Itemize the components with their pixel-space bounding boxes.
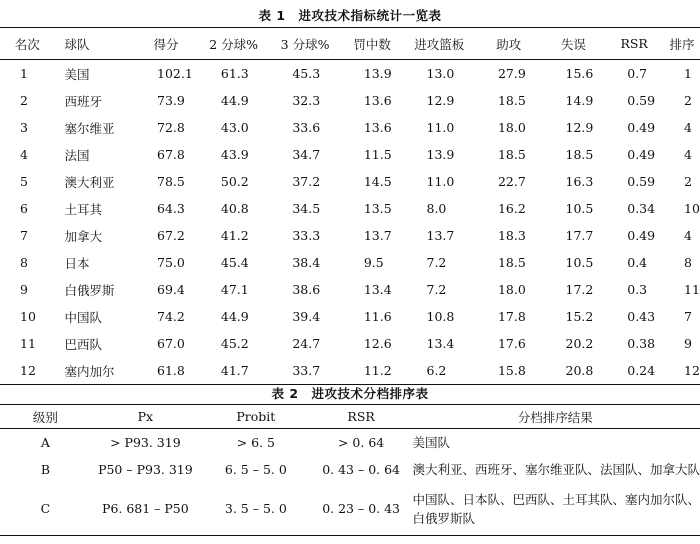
table-cell: 11.5	[363, 147, 392, 162]
col-header-assists: 助攻	[475, 28, 543, 60]
table2-caption: 表 2 进攻技术分档排序表	[271, 386, 429, 401]
table-cell: 9	[684, 336, 692, 351]
table-cell: 43.0	[220, 120, 249, 135]
table-cell: 12	[20, 363, 36, 378]
table-cell: 40.8	[220, 201, 249, 216]
table-cell: 0.38	[627, 336, 656, 351]
table-cell: 0.34	[627, 201, 656, 216]
table-cell: 18.5	[497, 255, 526, 270]
table-cell: 20.2	[565, 336, 594, 351]
table2-header-row	[0, 405, 700, 429]
table-row	[0, 249, 700, 276]
table-cell: 33.7	[292, 363, 321, 378]
table-cell: 4	[684, 228, 692, 243]
col-header-team: 球队	[55, 28, 135, 60]
table-cell: 14.9	[565, 93, 594, 108]
table-cell: 3. 5 – 5. 0	[224, 501, 287, 516]
table-row	[0, 429, 700, 457]
table-cell: C	[40, 501, 51, 516]
table-cell: 75.0	[157, 255, 185, 270]
table-cell: 78.5	[157, 174, 185, 189]
table-cell: 4	[684, 120, 692, 135]
table-cell: 34.5	[292, 201, 321, 216]
table1-caption: 表 1 进攻技术指标统计一览表	[258, 8, 442, 23]
table-cell: 6. 5 – 5. 0	[224, 461, 287, 477]
table-row	[0, 276, 700, 303]
col-header-result: 分档排序结果	[410, 405, 700, 429]
table-cell: 13.4	[363, 282, 392, 297]
table-cell: 34.7	[292, 147, 321, 162]
table-cell: 7	[684, 309, 692, 324]
table-cell: 102.1	[157, 66, 193, 81]
col-header-free-throws: 罚中数	[341, 28, 404, 60]
table-cell: 17.7	[565, 228, 594, 243]
result-cell: 中国队、日本队、巴西队、土耳其队、塞内加尔队、白俄罗斯队	[412, 491, 700, 526]
table-cell: 法国	[64, 147, 90, 163]
table-cell: 6	[20, 201, 28, 216]
table-cell: 18.3	[497, 228, 526, 243]
table-cell: 0. 23 – 0. 43	[322, 501, 400, 516]
table-cell: 巴西队	[64, 336, 103, 352]
table-row	[0, 482, 700, 536]
table-cell: 41.2	[220, 228, 249, 243]
table-cell: 澳大利亚	[64, 174, 115, 190]
table-cell: 44.9	[220, 309, 249, 324]
table-cell: 10	[684, 201, 700, 216]
table-cell: P6. 681 – P50	[102, 501, 189, 516]
table-cell: 18.5	[565, 147, 594, 162]
table-cell: 45.2	[220, 336, 249, 351]
table-cell: 1	[684, 66, 692, 81]
table-cell: 72.8	[157, 120, 185, 135]
table-cell: 18.0	[497, 120, 526, 135]
table-cell: 塞内加尔	[64, 363, 115, 379]
table-cell: 0.59	[627, 174, 656, 189]
table-cell: P50 – P93. 319	[98, 461, 193, 477]
table-row	[0, 87, 700, 114]
table-cell: 37.2	[292, 174, 321, 189]
table-cell: 47.1	[220, 282, 249, 297]
result-cell: 澳大利亚、西班牙、塞尔维亚队、法国队、加拿大队	[412, 461, 700, 477]
table-cell: 日本	[64, 255, 90, 271]
table-cell: 7.2	[426, 282, 447, 297]
table-cell: 13.9	[426, 147, 455, 162]
table-cell: 美国	[64, 66, 90, 82]
table-row	[0, 195, 700, 222]
table-cell: 43.9	[220, 147, 249, 162]
table-cell: 0.7	[627, 66, 648, 81]
table-cell: 3	[20, 120, 28, 135]
table-cell: 12	[684, 363, 700, 378]
col-header-order: 排序	[664, 28, 700, 60]
table-cell: 12.9	[426, 93, 455, 108]
table-cell: 11	[684, 282, 700, 297]
table-cell: 39.4	[292, 309, 321, 324]
table-cell: 44.9	[220, 93, 249, 108]
table-cell: 18.5	[497, 93, 526, 108]
table-row	[0, 222, 700, 249]
table-cell: 17.8	[497, 309, 526, 324]
table-cell: 13.7	[363, 228, 392, 243]
table-cell: 45.4	[220, 255, 249, 270]
table-cell: 11.0	[426, 120, 455, 135]
table-cell: 11	[20, 336, 36, 351]
table-cell: 塞尔维亚	[64, 120, 115, 136]
table-cell: > 6. 5	[236, 435, 275, 450]
table-cell: 41.7	[220, 363, 249, 378]
table-cell: 10.5	[565, 201, 594, 216]
table-row	[0, 114, 700, 141]
table-cell: > 0. 64	[337, 435, 385, 450]
table-cell: 32.3	[292, 93, 321, 108]
table-cell: 38.4	[292, 255, 321, 270]
table-cell: 9	[20, 282, 28, 297]
table-cell: 土耳其	[64, 201, 103, 217]
col-header-2pt-pct: 2 分球%	[198, 28, 269, 60]
table-cell: 18.0	[497, 282, 526, 297]
table-cell: 18.5	[497, 147, 526, 162]
table-cell: 61.8	[157, 363, 185, 378]
table-cell: 1	[20, 66, 28, 81]
table-cell: 0.24	[627, 363, 656, 378]
table-cell: 11.0	[426, 174, 455, 189]
col-header-px: Px	[91, 405, 200, 429]
result-cell: 美国队	[412, 435, 450, 450]
table-cell: 2	[684, 174, 692, 189]
col-header-rsr: RSR	[604, 28, 664, 60]
table-cell: 13.6	[363, 120, 392, 135]
table-cell: 13.0	[426, 66, 455, 81]
table-cell: 4	[20, 147, 28, 162]
table-cell: 22.7	[497, 174, 526, 189]
table-cell: 13.9	[363, 66, 392, 81]
table-cell: 13.7	[426, 228, 455, 243]
table-cell: 15.8	[497, 363, 526, 378]
table-cell: 2	[20, 93, 28, 108]
table-cell: 0.49	[627, 147, 656, 162]
table-cell: 15.2	[565, 309, 594, 324]
table-cell: 0.3	[627, 282, 648, 297]
table-row	[0, 357, 700, 385]
col-header-off-rebounds: 进攻篮板	[404, 28, 475, 60]
col-header-turnovers: 失误	[543, 28, 605, 60]
table-cell: 11.6	[363, 309, 392, 324]
table-cell: 2	[684, 93, 692, 108]
table-cell: 0.49	[627, 120, 656, 135]
col-header-rank: 名次	[0, 28, 55, 60]
table-cell: 17.2	[565, 282, 594, 297]
table1-header-row	[0, 28, 700, 60]
table-cell: 10	[20, 309, 36, 324]
col-header-rsr2: RSR	[312, 405, 411, 429]
table-cell: 9.5	[363, 255, 384, 270]
table-cell: 中国队	[64, 309, 103, 325]
table-row	[0, 168, 700, 195]
table-row	[0, 330, 700, 357]
table-cell: 西班牙	[64, 93, 103, 109]
table-cell: 0.4	[627, 255, 648, 270]
table-row	[0, 456, 700, 482]
table-cell: 16.3	[565, 174, 594, 189]
table-cell: 11.2	[363, 363, 392, 378]
table-cell: 67.8	[157, 147, 185, 162]
table-cell: 15.6	[565, 66, 594, 81]
table-cell: 加拿大	[64, 228, 103, 244]
table-row	[0, 141, 700, 168]
table-cell: 24.7	[292, 336, 321, 351]
table-cell: 4	[684, 147, 692, 162]
table-cell: 33.3	[292, 228, 321, 243]
table-cell: 8	[684, 255, 692, 270]
table-cell: 38.6	[292, 282, 321, 297]
table-cell: 13.6	[363, 93, 392, 108]
table-cell: 7	[20, 228, 28, 243]
table-cell: 10.5	[565, 255, 594, 270]
table1	[0, 27, 700, 385]
col-header-3pt-pct: 3 分球%	[269, 28, 340, 60]
table-cell: 8	[20, 255, 28, 270]
table-cell: 12.6	[363, 336, 392, 351]
table-cell: 16.2	[497, 201, 526, 216]
table-cell: 0.49	[627, 228, 656, 243]
table-cell: 20.8	[565, 363, 594, 378]
table-cell: 10.8	[426, 309, 455, 324]
table-row	[0, 303, 700, 330]
table-cell: 61.3	[220, 66, 249, 81]
table-cell: 0.59	[627, 93, 656, 108]
table-cell: 73.9	[157, 93, 185, 108]
table-cell: 67.0	[157, 336, 185, 351]
table-cell: 74.2	[157, 309, 185, 324]
table2	[0, 404, 700, 536]
table-cell: 13.5	[363, 201, 392, 216]
table-cell: 5	[20, 174, 28, 189]
table-cell: 6.2	[426, 363, 447, 378]
table-cell: B	[40, 461, 51, 477]
table-cell: 50.2	[220, 174, 249, 189]
table-cell: 0.43	[627, 309, 656, 324]
table-cell: 64.3	[157, 201, 185, 216]
col-header-probit: Probit	[200, 405, 312, 429]
table-cell: 27.9	[497, 66, 526, 81]
table-cell: 8.0	[426, 201, 447, 216]
col-header-level: 级别	[0, 405, 91, 429]
table-cell: 7.2	[426, 255, 447, 270]
table-cell: 17.6	[497, 336, 526, 351]
table-cell: > P93. 319	[110, 435, 181, 450]
table-cell: A	[40, 435, 50, 450]
table-row	[0, 60, 700, 88]
table-cell: 67.2	[157, 228, 185, 243]
table-cell: 45.3	[292, 66, 321, 81]
table-cell: 69.4	[157, 282, 185, 297]
table-cell: 0. 43 – 0. 64	[322, 461, 400, 477]
table-cell: 白俄罗斯	[64, 282, 115, 298]
table-cell: 13.4	[426, 336, 455, 351]
col-header-points: 得分	[134, 28, 198, 60]
table-cell: 33.6	[292, 120, 321, 135]
table-cell: 14.5	[363, 174, 392, 189]
table-cell: 12.9	[565, 120, 594, 135]
